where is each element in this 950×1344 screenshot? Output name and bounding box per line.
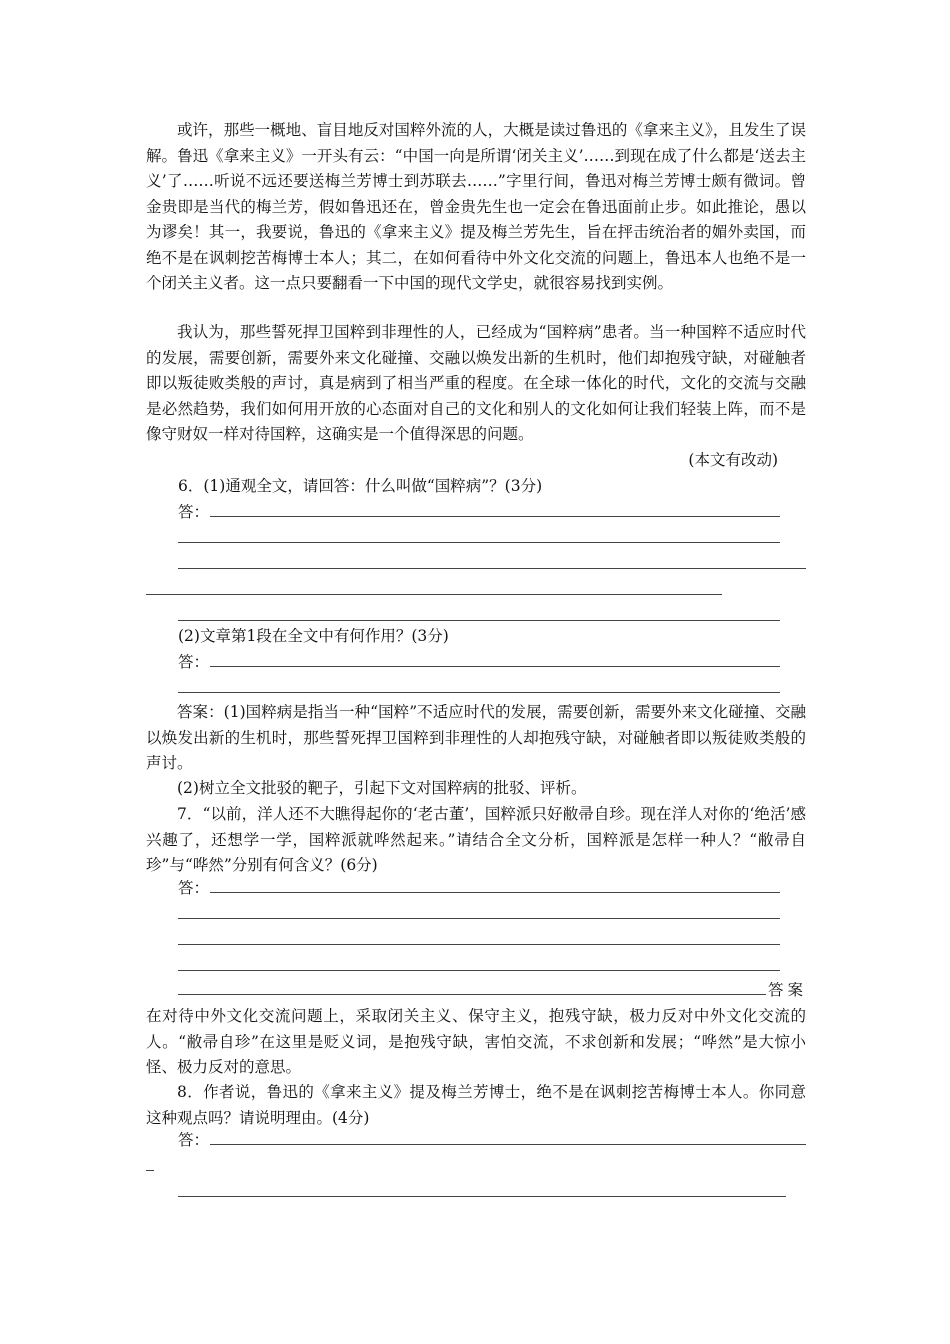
answer-line[interactable] [210,1144,806,1145]
answer-label: 答： [178,503,210,521]
answer-line[interactable] [178,1196,786,1197]
source-note: (本文有改动) [688,451,778,469]
answer-line[interactable] [146,594,722,595]
answer-line[interactable] [178,620,780,621]
answer-line[interactable] [178,918,780,919]
answer-7: 在对待中外文化交流问题上，采取闭关主义、保守主义，抱残守缺，极力反对中外文化交流的人。“敝帚自珍”在这里是贬义词，是抱残守缺，害怕交流，不求创新和发展；“哗然”是大惊小怪、极力反对的意思。 [146,1007,806,1076]
answer-label: 答： [178,1131,210,1149]
answer-line[interactable] [210,516,780,517]
answer-line[interactable] [178,994,766,995]
answer-line[interactable] [210,666,780,667]
answer-line[interactable] [178,944,780,945]
answer-6-2: (2)树立全文批驳的靶子，引起下文对国粹病的批驳、评析。 [177,779,587,797]
answer-line[interactable] [146,1170,154,1171]
answer-label: 答： [178,879,210,897]
question-8: 8．作者说，鲁迅的《拿来主义》提及梅兰芳博士，绝不是在讽刺挖苦梅博士本人。你同意这种观点吗？请说明理由。(4分) [146,1083,806,1127]
question-6-1: 6．(1)通观全文，请回答：什么叫做“国粹病”？(3分) [178,477,543,495]
answer-line[interactable] [178,568,806,569]
answer-6-1: 答案：(1)国粹病是指当一种“国粹”不适应时代的发展，需要创新，需要外来文化碰撞、交融以焕发出新的生机时，那些誓死捍卫国粹到非理性的人却抱残守缺，对碰触者即以叛徒败类般的声讨。 [146,703,806,772]
question-7: 7．“以前，洋人还不大瞧得起你的‘老古董’，国粹派只好敝帚自珍。现在洋人对你的‘绝活’感兴趣了，还想学一学，国粹派就哗然起来。”请结合全文分析，国粹派是怎样一种人？“敝帚自珍”与“哗然”分别有何含义？(6分) [146,805,806,874]
article-paragraph-2: 我认为，那些誓死捍卫国粹到非理性的人，已经成为“国粹病”患者。当一种国粹不适应时代的发展，需要创新，需要外来文化碰撞、交融以焕发出新的生机时，他们却抱残守缺，对碰触者即以叛徒败类般的声讨，真是病到了相当严重的程度。在全球一体化的时代，文化的交流与交融是必然趋势，我们如何用开放的心态面对自己的文化和别人的文化如何让我们轻装上阵，而不是像守财奴一样对待国粹，这确实是一个值得深思的问题。 [146,323,806,443]
answer-line[interactable] [178,692,780,693]
answer-line[interactable] [178,970,780,971]
article-paragraph-1: 或许，那些一概地、盲目地反对国粹外流的人，大概是读过鲁迅的《拿来主义》，且发生了误解。鲁迅《拿来主义》一开头有云：“中国一向是所谓‘闭关主义’……到现在成了什么都是‘送去主义’了……听说不远还要送梅兰芳博士到苏联去……”字里行间，鲁迅对梅兰芳博士颇有微词。曾金贵即是当代的梅兰芳，假如鲁迅还在，曾金贵先生也一定会在鲁迅面前止步。如此推论，愚以为谬矣！其一，我要说，鲁迅的《拿来主义》提及梅兰芳先生，旨在抨击统治者的媚外卖国，而绝不是在讽刺挖苦梅博士本人；其二，在如何看待中外文化交流的问题上，鲁迅本人也绝不是一个闭关主义者。这一点只要翻看一下中国的现代文学史，就很容易找到实例。 [146,121,806,292]
answer-7-label: 答案 [768,981,808,999]
answer-line[interactable] [178,542,780,543]
question-6-2: (2)文章第1段在全文中有何作用？(3分) [178,627,449,645]
answer-line[interactable] [210,892,780,893]
answer-label: 答： [178,653,210,671]
